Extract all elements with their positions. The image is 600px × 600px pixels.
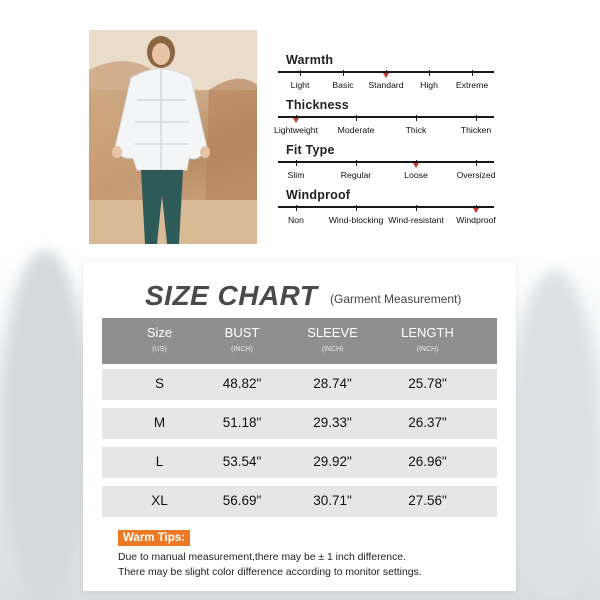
selected-marker-icon bbox=[473, 208, 479, 213]
cell-sleeve: 30.71" bbox=[313, 493, 352, 508]
scale-option-label: Wind-blocking bbox=[328, 215, 384, 225]
background-snow bbox=[510, 270, 600, 600]
scale-tick bbox=[356, 115, 357, 121]
model-illustration bbox=[89, 30, 257, 244]
scale-tick bbox=[300, 70, 301, 76]
scale-option-label: Regular bbox=[340, 170, 372, 180]
selected-marker-icon bbox=[413, 163, 419, 168]
table-row bbox=[102, 408, 497, 439]
cell-size: XL bbox=[151, 493, 168, 508]
cell-length: 27.56" bbox=[408, 493, 447, 508]
cell-bust: 51.18" bbox=[222, 415, 262, 430]
scale-bar bbox=[278, 116, 494, 118]
scale-title: Fit Type bbox=[286, 143, 335, 157]
scale-tick bbox=[416, 205, 417, 211]
scale-tick bbox=[343, 70, 344, 76]
scale-option-label: Oversized bbox=[456, 170, 496, 180]
cell-sleeve: 29.92" bbox=[313, 454, 352, 469]
scale-tick bbox=[356, 205, 357, 211]
scale-tick bbox=[476, 160, 477, 166]
header-size: Size (US) bbox=[146, 325, 173, 353]
scale-option-label: Slim bbox=[287, 170, 305, 180]
scale-tick bbox=[416, 115, 417, 121]
scale-tick bbox=[296, 205, 297, 211]
table-row bbox=[102, 369, 497, 400]
background-snow bbox=[0, 250, 90, 600]
cell-sleeve: 28.74" bbox=[313, 376, 352, 391]
cell-length: 26.96" bbox=[408, 454, 447, 469]
scale-option-label: Light bbox=[290, 80, 310, 90]
scale-tick bbox=[296, 160, 297, 166]
scale-tick bbox=[476, 115, 477, 121]
feature-scales bbox=[274, 52, 496, 232]
cell-length: 25.78" bbox=[408, 376, 447, 391]
scale-option-label: Loose bbox=[404, 170, 428, 180]
scale-option-label: Non bbox=[288, 215, 304, 225]
scale-option-label: Extreme bbox=[455, 80, 489, 90]
cell-sleeve: 29.33" bbox=[313, 415, 352, 430]
scale-option-label: High bbox=[420, 80, 438, 90]
product-photo bbox=[89, 30, 257, 244]
tips-line: There may be slight color difference according to monitor settings. bbox=[118, 567, 422, 578]
scale-tick bbox=[472, 70, 473, 76]
header-bust: BUST (INCH) bbox=[224, 325, 260, 353]
scale-tick bbox=[356, 160, 357, 166]
header-length: LENGTH (INCH) bbox=[401, 325, 454, 353]
scale-thickness bbox=[274, 97, 494, 142]
scale-bar bbox=[278, 161, 494, 163]
scale-option-label: Thicken bbox=[460, 125, 492, 135]
table-row bbox=[102, 447, 497, 478]
cell-bust: 53.54" bbox=[222, 454, 262, 469]
scale-option-label: Moderate bbox=[337, 125, 375, 135]
size-chart-subtitle: (Garment Measurement) bbox=[330, 292, 462, 306]
cell-size: M bbox=[153, 415, 166, 430]
scale-windproof bbox=[278, 187, 494, 232]
cell-size: L bbox=[155, 454, 164, 469]
scale-bar bbox=[278, 206, 494, 208]
scale-warmth bbox=[278, 52, 494, 97]
selected-marker-icon bbox=[293, 118, 299, 123]
size-chart-title: SIZE CHART bbox=[145, 280, 318, 311]
scale-option-label: Standard bbox=[368, 80, 404, 90]
scale-option-label: Wind-resistant bbox=[388, 215, 444, 225]
scale-option-label: Lightweight bbox=[274, 125, 318, 135]
scale-title: Warmth bbox=[286, 53, 334, 67]
cell-size: S bbox=[154, 376, 164, 391]
warm-tips-badge: Warm Tips: bbox=[118, 530, 190, 546]
header-sleeve: SLEEVE (INCH) bbox=[307, 325, 358, 353]
scale-fit-type bbox=[278, 142, 494, 187]
size-chart-header bbox=[102, 318, 497, 364]
scale-tick bbox=[429, 70, 430, 76]
size-chart-panel bbox=[83, 262, 516, 591]
scale-title: Thickness bbox=[286, 98, 349, 112]
scale-option-label: Basic bbox=[332, 80, 354, 90]
cell-bust: 56.69" bbox=[222, 493, 262, 508]
cell-length: 26.37" bbox=[408, 415, 447, 430]
scale-title: Windproof bbox=[286, 188, 351, 202]
selected-marker-icon bbox=[383, 73, 389, 78]
cell-bust: 48.82" bbox=[222, 376, 262, 391]
scale-option-label: Windproof bbox=[456, 215, 496, 225]
tips-line: Due to manual measurement,there may be ± 1 inch difference. bbox=[118, 552, 406, 563]
scale-option-label: Thick bbox=[405, 125, 427, 135]
table-row bbox=[102, 486, 497, 517]
